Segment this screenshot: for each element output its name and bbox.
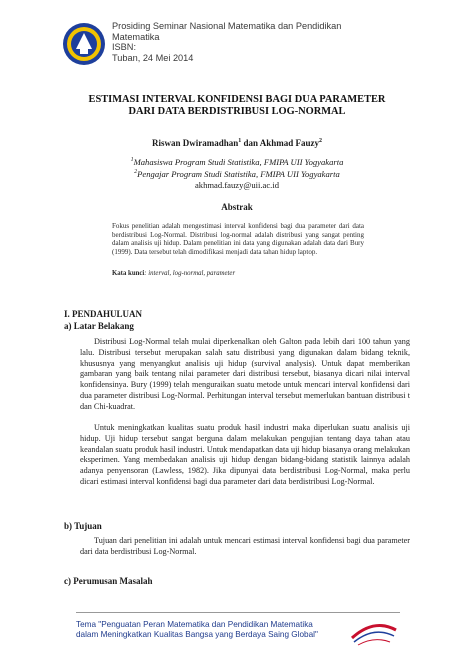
affil-2-sup: 2 bbox=[134, 169, 138, 176]
subsection-perumusan-masalah: c) Perumusan Masalah bbox=[64, 576, 153, 586]
title-line-1: ESTIMASI INTERVAL KONFIDENSI BAGI DUA PARAMETER bbox=[88, 94, 386, 105]
author-1: Riswan Dwiramadhan bbox=[151, 138, 239, 148]
affiliation-1 bbox=[60, 155, 414, 167]
subsection-latar-belakang: a) Latar Belakang bbox=[64, 321, 134, 331]
affil-1-sup: 1 bbox=[130, 157, 134, 163]
keywords bbox=[112, 270, 364, 277]
header-isbn: ISBN: bbox=[112, 42, 136, 53]
page-footer bbox=[0, 612, 474, 669]
seminar-logo-icon bbox=[348, 616, 400, 648]
author-1-sup: 1 bbox=[238, 138, 242, 144]
footer-line-2: dalam Meningkatkan Kualitas Bangsa yang Berdaya Saing Global" bbox=[76, 630, 318, 640]
author-email: akhmad.fauzy@uii.ac.id bbox=[194, 179, 280, 190]
keywords-label: Kata kunci bbox=[112, 270, 145, 277]
paragraph-tujuan: Tujuan dari penelitian ini adalah untuk mencari estimasi interval konfidensi bagi dua parameter dari data berdistribusi Log-Normal. bbox=[80, 536, 410, 556]
affiliations bbox=[60, 155, 414, 191]
author-2-sup: 2 bbox=[319, 138, 323, 144]
header-line-1: Prosiding Seminar Nasional Matematika dan Pendidikan bbox=[112, 21, 342, 31]
author-and: dan bbox=[241, 138, 260, 148]
paper-title bbox=[60, 94, 414, 118]
proceedings-header-text bbox=[112, 21, 412, 63]
affil-2-text: Pengajar Program Studi Statistika, FMIPA UII Yogyakarta bbox=[137, 169, 340, 180]
paragraph-latar-belakang-2: Untuk meningkatkan kualitas suatu produk hasil industri maka diperlukan suatu analisis uji hidup. Uji hidup tersebut sangat berguna dalam melakukan pengujian tentang daya tahan atau keandalan suatu produk hasil industri. Untuk mendapatkan data uji hidup biasanya orang melakukan eksperimen. Yang membedakan analisis uji hidup dengan bidang-bidang statistik lainnya adalah adanya penyensoran (Lawless, 1982). Jika dipunyai data berdistribusi Log-Normal, maka perlu dicari estimasi interval konfidensi bagi dua parameter dari data berdistribusi Log-Normal. bbox=[80, 423, 410, 486]
subsection-tujuan: b) Tujuan bbox=[64, 521, 102, 531]
author-2: Akhmad Fauzy bbox=[259, 138, 320, 148]
section-pendahuluan: I. PENDAHULUAN bbox=[64, 309, 143, 319]
page-header bbox=[0, 0, 474, 80]
affil-1-text: Mahasiswa Program Studi Statistika, FMIPA UII Yogyakarta bbox=[133, 156, 344, 167]
header-line-2: Matematika bbox=[112, 31, 160, 42]
affiliation-2 bbox=[60, 167, 414, 179]
authors bbox=[60, 138, 414, 148]
paragraph-latar-belakang-1: Distribusi Log-Normal telah mulai diperkenalkan oleh Galton pada lebih dari 100 tahun yang lalu. Distribusi tersebut merupakan salah satu distribusi yang digunakan dalam bidang teknik, khususnya yang menyangkut analisis uji hidup (survival analysis). Untuk dapat memberikan gambaran yang baik tentang nilai parameter dari distribusi tersebut, biasanya dicari nilai interval konfidensinya. Bury (1999) telah menguraikan suatu metode untuk mencari interval konfidensi dari dua parameter distribusi Log-Normal. Perhitungan interval tersebut memerlukan bantuan distribusi t dan Chi-kuadrat. bbox=[80, 337, 410, 411]
abstract-heading: Abstrak bbox=[221, 202, 253, 212]
keywords-list: : interval, log-normal, parameter bbox=[144, 270, 236, 277]
title-line-2: DARI DATA BERDISTRIBUSI LOG-NORMAL bbox=[128, 106, 346, 117]
header-date: Tuban, 24 Mei 2014 bbox=[112, 52, 194, 63]
university-logo bbox=[62, 22, 106, 66]
footer-line-1: Tema "Penguatan Peran Matematika dan Pendidikan Matematika bbox=[76, 620, 313, 629]
footer-divider bbox=[76, 612, 400, 613]
abstract-text: Fokus penelitian adalah mengestimasi interval konfidensi bagi dua parameter dari data berdistribusi Log-Normal. Distribusi log-normal adalah distribusi yang sangat penting dalam analisis uji hidup. Dalam penelitian ini data yang digunakan adalah data dari Bury (1999). Data tersebut telah dimodifikasi menjadi data tahan hidup laptop. bbox=[112, 222, 364, 256]
